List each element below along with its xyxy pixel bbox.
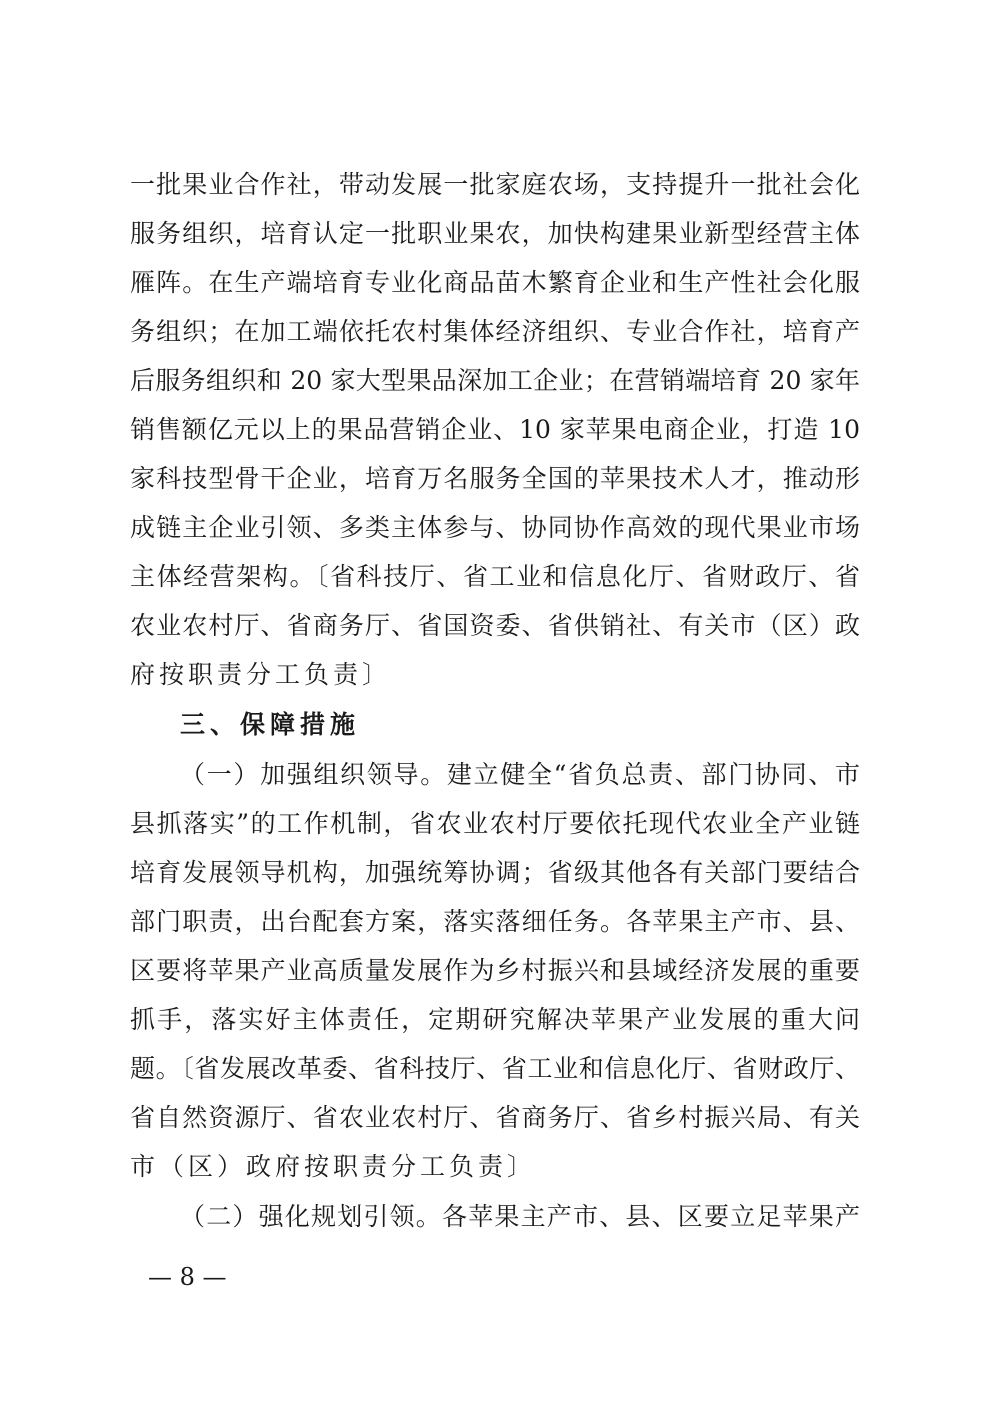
paragraph-line: （一）加强组织领导。建立健全“省负总责、部门协同、市 [180, 760, 860, 789]
text-line: 农业农村厅、省商务厅、省国资委、省供销社、有关市（区）政 [130, 611, 860, 640]
section-heading: 三、保障措施 [180, 710, 361, 739]
text-line: 府按职责分工负责〕 [130, 660, 392, 689]
page-number: — 8 — [148, 1263, 227, 1291]
paragraph-line: 题。〔省发展改革委、省科技厅、省工业和信息化厅、省财政厅、 [130, 1054, 860, 1083]
paragraph-line: 县抓落实”的工作机制，省农业农村厅要依托现代农业全产业链 [130, 809, 860, 838]
paragraph-line: 区要将苹果产业高质量发展作为乡村振兴和县域经济发展的重要 [130, 956, 860, 985]
text-line: 销售额亿元以上的果品营销企业、10 家苹果电商企业，打造 10 [130, 415, 860, 444]
paragraph-line: 培育发展领导机构，加强统筹协调；省级其他各有关部门要结合 [130, 858, 860, 887]
paragraph-line: 市（区）政府按职责分工负责〕 [130, 1152, 537, 1181]
text-line: 一批果业合作社，带动发展一批家庭农场，支持提升一批社会化 [130, 170, 860, 199]
paragraph-line: （二）强化规划引领。各苹果主产市、县、区要立足苹果产 [180, 1202, 860, 1231]
paragraph-line: 省自然资源厅、省农业农村厅、省商务厅、省乡村振兴局、有关 [130, 1103, 860, 1132]
text-line: 家科技型骨干企业，培育万名服务全国的苹果技术人才，推动形 [130, 464, 860, 493]
text-line: 主体经营架构。〔省科技厅、省工业和信息化厅、省财政厅、省 [130, 562, 860, 591]
text-line: 后服务组织和 20 家大型果品深加工企业；在营销端培育 20 家年 [130, 366, 860, 395]
paragraph-line: 部门职责，出台配套方案，落实落细任务。各苹果主产市、县、 [130, 907, 860, 936]
text-line: 务组织；在加工端依托农村集体经济组织、专业合作社，培育产 [130, 317, 860, 346]
text-line: 服务组织，培育认定一批职业果农，加快构建果业新型经营主体 [130, 219, 860, 248]
text-line: 成链主企业引领、多类主体参与、协同协作高效的现代果业市场 [130, 513, 860, 542]
paragraph-line: 抓手，落实好主体责任，定期研究解决苹果产业发展的重大问 [130, 1005, 860, 1034]
text-line: 雁阵。在生产端培育专业化商品苗木繁育企业和生产性社会化服 [130, 268, 860, 297]
